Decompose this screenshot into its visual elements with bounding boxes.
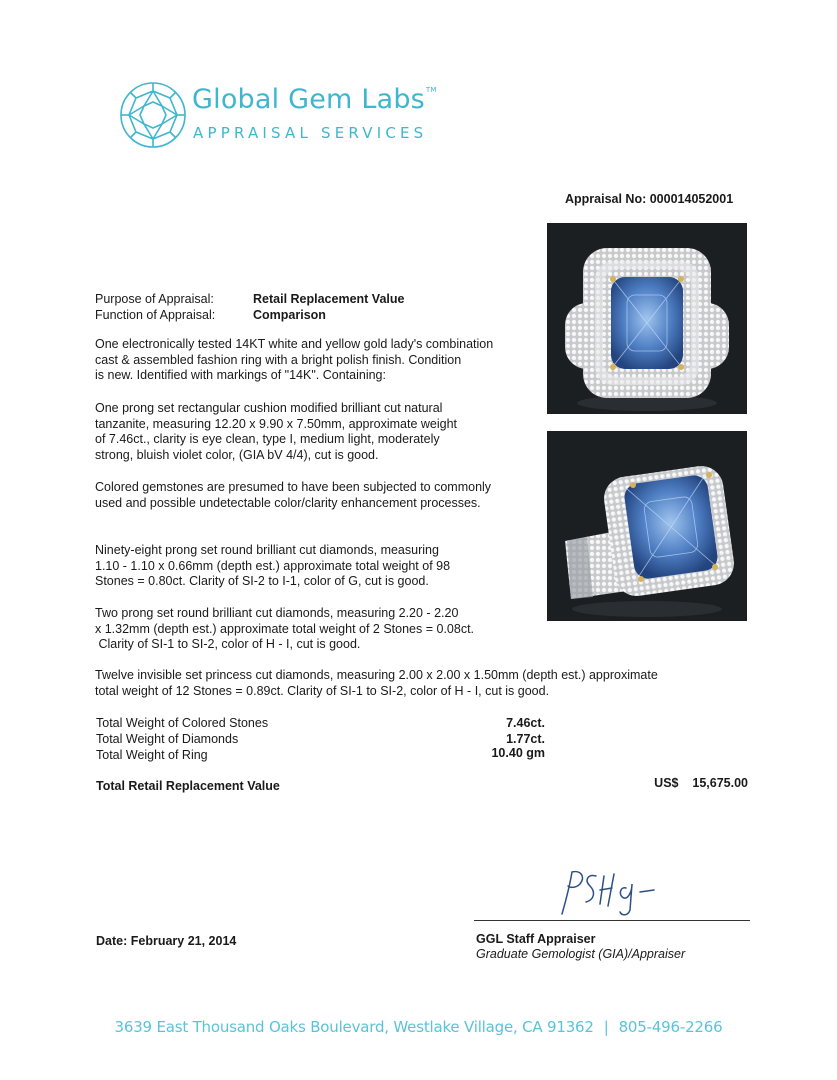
text-line: total weight of 12 Stones = 0.89ct. Clarity of SI-1 to SI-2, color of H - I, cut is good. xyxy=(95,683,550,698)
round-diamonds-description xyxy=(95,543,540,590)
princess-diamonds-description xyxy=(95,668,755,699)
footer-contact xyxy=(0,1018,837,1036)
text-line: x 1.32mm (depth est.) approximate total weight of 2 Stones = 0.08ct. xyxy=(95,621,475,636)
text-line: strong, bluish violet color, (GIA bV 4/4), cut is good. xyxy=(95,447,379,462)
brand-name xyxy=(192,84,437,115)
total-value-label: Total Retail Replacement Value xyxy=(96,779,280,793)
text-line: Ninety-eight prong set round brilliant cut diamonds, measuring xyxy=(95,543,439,557)
appraisal-date: Date: February 21, 2014 xyxy=(96,934,237,948)
appraiser-title: Graduate Gemologist (GIA)/Appraiser xyxy=(476,947,686,961)
footer-address: 3639 East Thousand Oaks Boulevard, Westlake Village, CA 91362 xyxy=(114,1018,594,1036)
total-diamonds-value: 1.77ct. xyxy=(506,732,545,746)
purpose-value: Retail Replacement Value xyxy=(253,292,405,306)
text-line: tanzanite, measuring 12.20 x 9.90 x 7.50mm, approximate weight xyxy=(95,416,458,431)
enhancement-disclaimer xyxy=(95,480,540,511)
appraiser-name: GGL Staff Appraiser xyxy=(476,932,596,946)
text-line: Two prong set round brilliant cut diamonds, measuring 2.20 - 2.20 xyxy=(95,606,459,620)
text-line: 1.10 - 1.10 x 0.66mm (depth est.) approximate total weight of 98 xyxy=(95,558,451,573)
function-label: Function of Appraisal: xyxy=(95,308,216,322)
gem-logo-icon xyxy=(118,80,188,150)
text-line: Twelve invisible set princess cut diamonds, measuring 2.00 x 2.00 x 1.50mm (depth est.) approximate xyxy=(95,668,658,682)
appraiser-signature xyxy=(556,866,661,918)
ring-photo-angle xyxy=(547,431,747,621)
text-line: used and possible undetectable color/clarity enhancement processes. xyxy=(95,495,481,510)
function-value: Comparison xyxy=(253,308,326,322)
total-ring-weight-label: Total Weight of Ring xyxy=(96,748,208,762)
appraisal-number: Appraisal No: 000014052001 xyxy=(565,192,734,206)
brand-tagline: APPRAISAL SERVICES xyxy=(193,124,428,142)
footer-separator: | xyxy=(603,1018,609,1036)
text-line: cast & assembled fashion ring with a bright polish finish. Condition xyxy=(95,352,462,367)
purpose-label: Purpose of Appraisal: xyxy=(95,292,214,306)
signature-line xyxy=(474,920,750,921)
tanzanite-description xyxy=(95,401,540,463)
ring-description xyxy=(95,337,540,384)
trademark-mark: TM xyxy=(425,86,437,94)
text-line: One electronically tested 14KT white and yellow gold lady's combination xyxy=(95,337,494,351)
total-ring-weight-value: 10.40 gm xyxy=(491,746,545,760)
footer-phone: 805-496-2266 xyxy=(618,1018,723,1036)
text-line: is new. Identified with markings of "14K". Containing: xyxy=(95,368,386,382)
brand-name-text: Global Gem Labs xyxy=(192,84,425,115)
text-line: Stones = 0.80ct. Clarity of SI-2 to I-1, color of G, cut is good. xyxy=(95,574,429,588)
total-colored-stones-label: Total Weight of Colored Stones xyxy=(96,716,269,730)
total-colored-stones-value: 7.46ct. xyxy=(506,716,545,730)
ring-photo-front xyxy=(547,223,747,414)
text-line: of 7.46ct., clarity is eye clean, type I, medium light, moderately xyxy=(95,432,440,446)
text-line: Colored gemstones are presumed to have been subjected to commonly xyxy=(95,480,492,494)
text-line: Clarity of SI-1 to SI-2, color of H - I, cut is good. xyxy=(95,637,361,651)
total-value-amount: US$ 15,675.00 xyxy=(654,776,748,790)
two-diamonds-description xyxy=(95,606,540,653)
text-line: One prong set rectangular cushion modified brilliant cut natural xyxy=(95,401,443,415)
total-diamonds-label: Total Weight of Diamonds xyxy=(96,732,239,746)
